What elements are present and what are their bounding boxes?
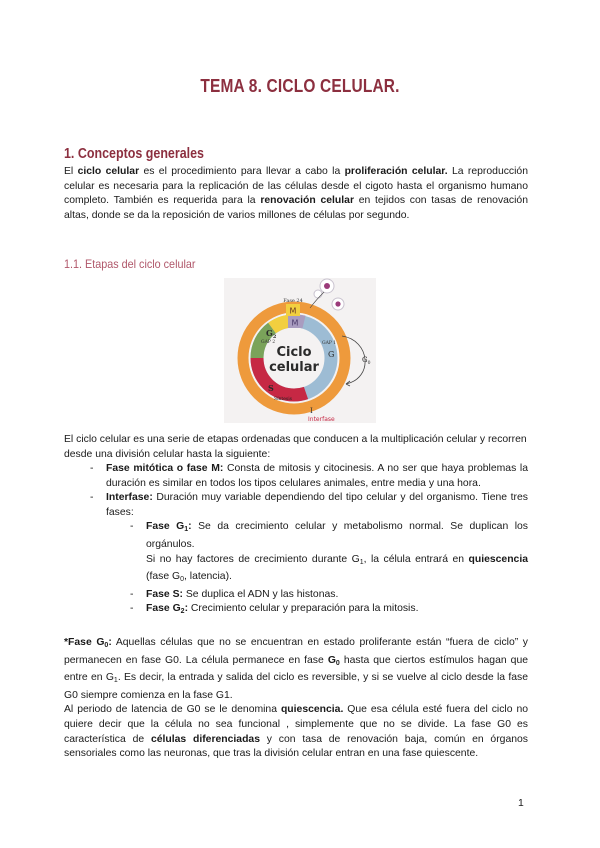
paragraph-definition: El ciclo celular es una serie de etapas ordenadas que conducen a la multiplicación celular y recorren desde una división celular hasta la siguiente: [64, 434, 527, 460]
label-gap2: GAP 2 [261, 340, 276, 345]
label-g1: G [328, 350, 335, 359]
document-title: TEMA 8. CICLO CELULAR. [200, 76, 400, 96]
label-s: S [268, 383, 274, 393]
phase-list [64, 462, 528, 620]
label-gap1: GAP 1 [322, 341, 337, 346]
svg-text:M: M [289, 306, 297, 316]
section-heading-conceptos: 1. Conceptos generales [64, 146, 204, 162]
term-ciclo-celular: ciclo celular [77, 166, 140, 177]
label-g2: $G_2$ [266, 328, 277, 340]
label-fase24: Fase 24 [283, 298, 303, 304]
list-item-fase-s: - Fase S: Se duplica el ADN y las histonas. [106, 588, 528, 603]
svg-text:M: M [291, 318, 299, 328]
list-item-interfase: - Interfase: Duración muy variable dependiendo del tipo celular y del organismo. Tiene tres fases: - Fase $G_1$: Se da crecimiento celular y metabolismo normal. Se duplican los orgánulos. Si no hay factores de crecimiento durante $G_1$, la célula entrará en quiescencia (fase $G_0$, latencia). - Fase S: Se duplica el ADN y las histonas. - Fase $G_2$: Crecimiento celular y preparación para la mitosis. [64, 491, 528, 620]
label-g0: $G_0$ [362, 356, 371, 366]
cell-cycle-diagram [224, 278, 376, 423]
subsection-heading-etapas: 1.1. Etapas del ciclo celular [64, 257, 196, 271]
paragraph-intro: El ciclo celular es el procedimiento para llevar a cabo la proliferación celular. La reproducción celular es necesaria para la replicación de las células desde el cigoto hasta el organismo humano completo. También es requerida para la renovación celular en tejidos con tasas de renovación altas, donde se da la reposición de varios millones de células por segundo. [64, 166, 528, 221]
term-quiescencia: quiescencia [468, 553, 528, 565]
page-number: 1 [518, 798, 524, 809]
term-celulas-diferenciadas: células diferenciadas [150, 733, 260, 745]
label-i: I [310, 407, 313, 415]
term-quiescencia-2: quiescencia. [280, 704, 344, 716]
list-item-fase-m: - Fase mitótica o fase M: Consta de mitosis y citocinesis. A no ser que haya problemas la duración es similar en todos los tipos celulares animales, entre media y una hora. [64, 462, 528, 491]
center-label-celular: celular [269, 360, 319, 375]
label-sintesis: Síntesis [274, 397, 292, 402]
label-interfase: Interfase [308, 416, 335, 423]
list-item-fase-g1: - Fase $G_1$: Se da crecimiento celular y metabolismo normal. Se duplican los orgánulos. Si no hay factores de crecimiento durante $G_1$, la célula entrará en quiescencia (fase $G_0$, latencia). [106, 520, 528, 587]
term-proliferacion: proliferación celular. [344, 166, 448, 177]
paragraph-g0-note: *Fase $G_0$: Aquellas células que no se encuentran en estado proliferante están “fuera de ciclo” y permanecen en fase G0. La célula permanece en fase $G_0$ hasta que ciertos estímulos hagan que entre en $G_1$. Es decir, la entrada y salida del ciclo es reversible, y si se vuelve al ciclo desde la fase G0 siempre comienza en la fase G1. Al periodo de latencia de G0 se le denomina quiescencia. Que esa célula esté fuera del ciclo no quiere decir que la célula no sea funcional , simplemente que no se divide. La fase G0 es característica de células diferenciadas y con tasa de renovación baja, común en órganos sensoriales como las neuronas, que tras la división celular entran en una fase quiescente. [64, 637, 529, 760]
list-item-fase-g2: - Fase $G_2$: Crecimiento celular y preparación para la mitosis. [106, 602, 528, 620]
interfase-sublist [106, 520, 528, 620]
center-label-ciclo: Ciclo [276, 345, 312, 360]
term-renovacion: renovación celular [260, 195, 354, 207]
